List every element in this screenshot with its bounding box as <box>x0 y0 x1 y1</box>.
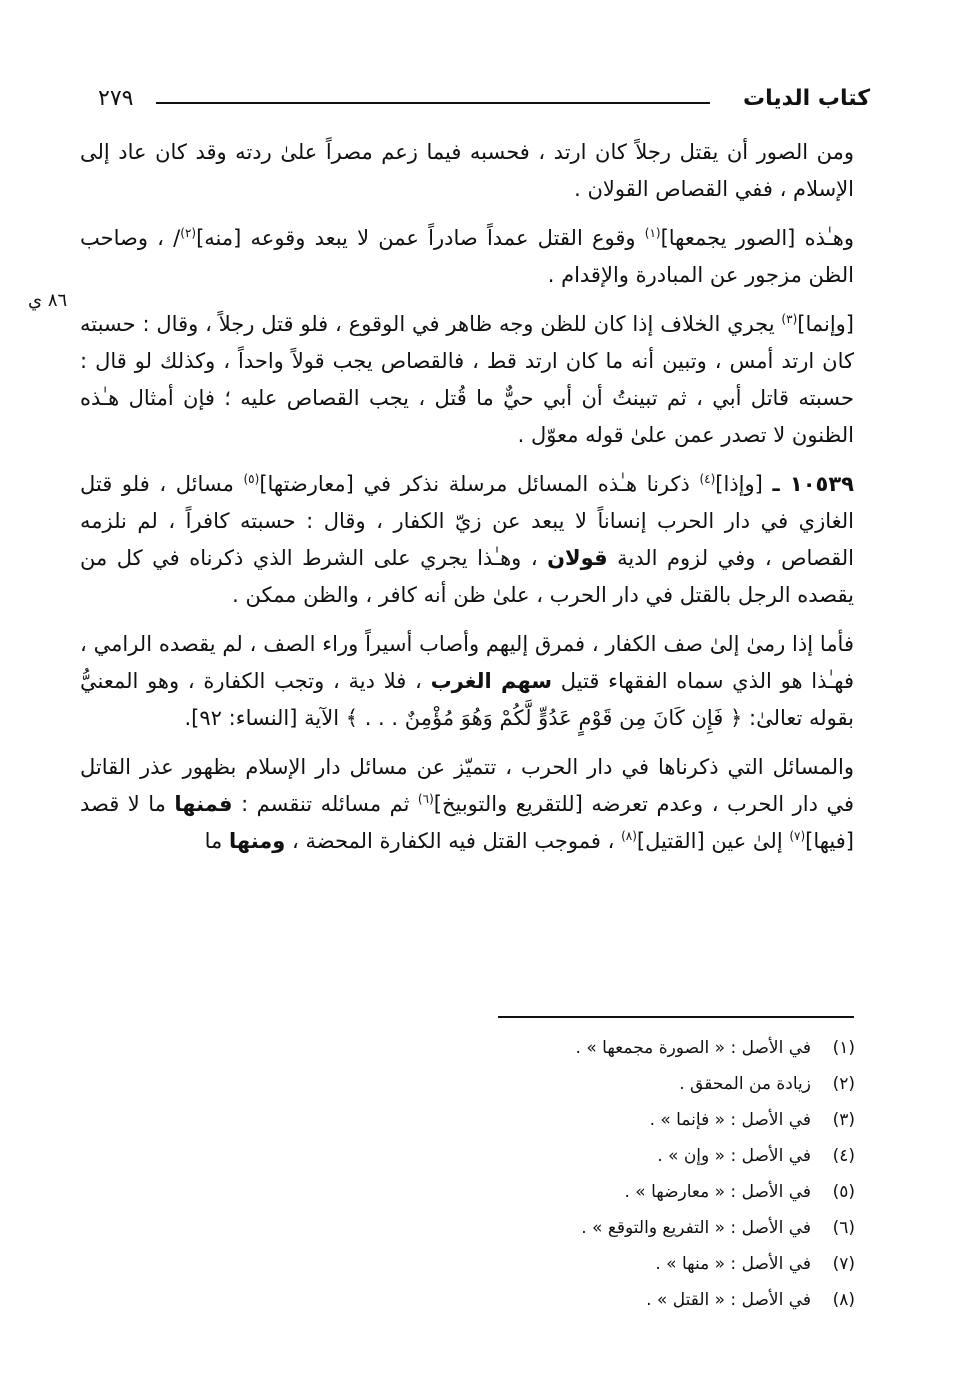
paragraph-1 <box>80 134 854 208</box>
footnote-number: (٢) <box>832 1074 855 1094</box>
bold-term: قولان <box>547 546 608 570</box>
paragraph-text: إلىٰ عين [القتيل] <box>636 829 790 853</box>
paragraph-4 <box>80 466 854 614</box>
footnote-number: (٣) <box>832 1110 855 1130</box>
footnote-separator <box>498 1016 854 1018</box>
paragraph-text: ، وهـٰذا يجري على الشرط الذي ذكرناه في كل من يقصده الرجل بالقتل في دار الحرب ، علىٰ ظن أنه كافر ، والظن ممكن . <box>80 546 854 607</box>
paragraph-5 <box>80 626 854 737</box>
bold-term: فمنها <box>174 792 233 816</box>
page-header <box>80 86 870 116</box>
footnote-text: في الأصل : « الصورة مجمعها » . <box>575 1038 811 1058</box>
footnote-item <box>300 1138 855 1174</box>
paragraph-text: ومن الصور أن يقتل رجلاً كان ارتد ، فحسبه فيما زعم مصراً علىٰ ردته وقد كان عاد إلى الإسلام ، ففي القصاص القولان . <box>80 140 854 201</box>
footnote-item <box>300 1210 855 1246</box>
paragraph-text: وهـٰذه [الصور يجمعها] <box>660 226 854 250</box>
footnote-ref[interactable]: (٣) <box>781 312 798 326</box>
footnote-item <box>300 1066 855 1102</box>
footnote-text: في الأصل : « التفريع والتوقع » . <box>581 1218 811 1238</box>
footnote-number: (٧) <box>832 1254 855 1274</box>
issue-number: ١٠٥٣٩ ـ <box>772 472 854 496</box>
footnote-item <box>300 1246 855 1282</box>
footnote-item <box>300 1030 855 1066</box>
paragraph-text: ما لا قصد [فيها] <box>80 792 854 853</box>
page-number: ٢٧٩ <box>98 86 134 111</box>
footnote-item <box>300 1102 855 1138</box>
chapter-title: كتاب الديات <box>743 86 870 111</box>
paragraph-text: ، فموجب القتل فيه الكفارة المحضة ، <box>285 829 622 853</box>
paragraph-text: ثم مسائله تنقسم : <box>232 792 418 816</box>
paragraph-2 <box>80 220 854 294</box>
footnote-number: (٦) <box>832 1218 855 1238</box>
footnote-text: زيادة من المحقق . <box>679 1074 811 1094</box>
footnote-ref[interactable]: (٨) <box>621 829 637 843</box>
paragraph-text: ، فلا دية ، وتجب الكفارة ، وهو المعنيُّ بقوله تعالىٰ: ﴿ فَإِن كَانَ مِن قَوْمٍ عَدُوٍّ لَّكُمْ وَهُوَ مُؤْمِنٌ . . . ﴾ الآية [النساء: ٩٢]. <box>80 669 854 730</box>
paragraph-text: ذكرنا هـٰذه المسائل مرسلة نذكر في [معارضتها] <box>259 472 700 496</box>
footnote-text: في الأصل : « وإن » . <box>657 1146 811 1166</box>
footnote-text: في الأصل : « منها » . <box>655 1254 811 1274</box>
footnote-ref[interactable]: (٢) <box>180 226 197 240</box>
footnote-number: (٨) <box>832 1290 855 1310</box>
footnote-ref[interactable]: (٥) <box>243 472 260 486</box>
footnote-text: في الأصل : « القتل » . <box>646 1290 811 1310</box>
bold-term: سهم الغرب <box>430 669 553 693</box>
main-text <box>80 134 854 872</box>
paragraph-text: ما <box>204 829 229 853</box>
footnote-item <box>300 1174 855 1210</box>
paragraph-6 <box>80 749 854 860</box>
footnote-item <box>300 1282 855 1318</box>
footnotes <box>300 1030 855 1318</box>
footnote-ref[interactable]: (٦) <box>417 792 434 806</box>
paragraph-text: مسائل ، فلو قتل الغازي في دار الحرب إنساناً لا يبعد عن زيّ الكفار ، وقال : حسبته كافراً ، لم نلزمه القصاص ، وفي لزوم الدية <box>80 472 854 570</box>
header-rule <box>156 102 710 104</box>
bold-term: ومنها <box>228 829 286 853</box>
paragraph-3 <box>80 306 854 454</box>
footnote-number: (٤) <box>832 1146 855 1166</box>
paragraph-text: فأما إذا رمىٰ إلىٰ صف الكفار ، فمرق إليهم وأصاب أسيراً وراء الصف ، لم يقصده الرامي ، فهـٰذا هو الذي سماه الفقهاء قتيل <box>80 632 854 693</box>
paragraph-text: [وإنما] <box>797 312 854 336</box>
footnote-text: في الأصل : « معارضها » . <box>624 1182 811 1202</box>
footnote-ref[interactable]: (٤) <box>699 472 716 486</box>
footnote-number: (١) <box>832 1038 855 1058</box>
footnote-text: في الأصل : « فإنما » . <box>649 1110 811 1130</box>
margin-manuscript-ref: ٨٦ ي <box>28 290 68 311</box>
paragraph-text: وقوع القتل عمداً صادراً عمن لا يبعد وقوعه [منه] <box>196 226 645 250</box>
paragraph-text: / ، وصاحب الظن مزجور عن المبادرة والإقدام . <box>80 226 854 287</box>
footnote-ref[interactable]: (٧) <box>789 829 806 843</box>
paragraph-text: والمسائل التي ذكرناها في دار الحرب ، تتميّز عن مسائل دار الإسلام بظهور عذر القاتل في دار الحرب ، وعدم تعرضه [للتقريع والتوبيخ] <box>80 755 854 816</box>
footnote-ref[interactable]: (١) <box>644 226 661 240</box>
footnote-number: (٥) <box>832 1182 855 1202</box>
paragraph-text: يجري الخلاف إذا كان للظن وجه ظاهر في الوقوع ، فلو قتل رجلاً ، وقال : حسبته كان ارتد أمس ، وتبين أنه ما كان ارتد قط ، فالقصاص يجب قولاً واحداً ، وكذلك لو قال : حسبته قاتل أبي ، ثم تبينتُ أن أبي حيٌّ ما قُتل ، يجب القصاص عليه ؛ فإن أمثال هـٰذه الظنون لا تصدر عمن علىٰ قوله معوّل . <box>80 312 854 447</box>
paragraph-text: [وإذا] <box>715 472 773 496</box>
